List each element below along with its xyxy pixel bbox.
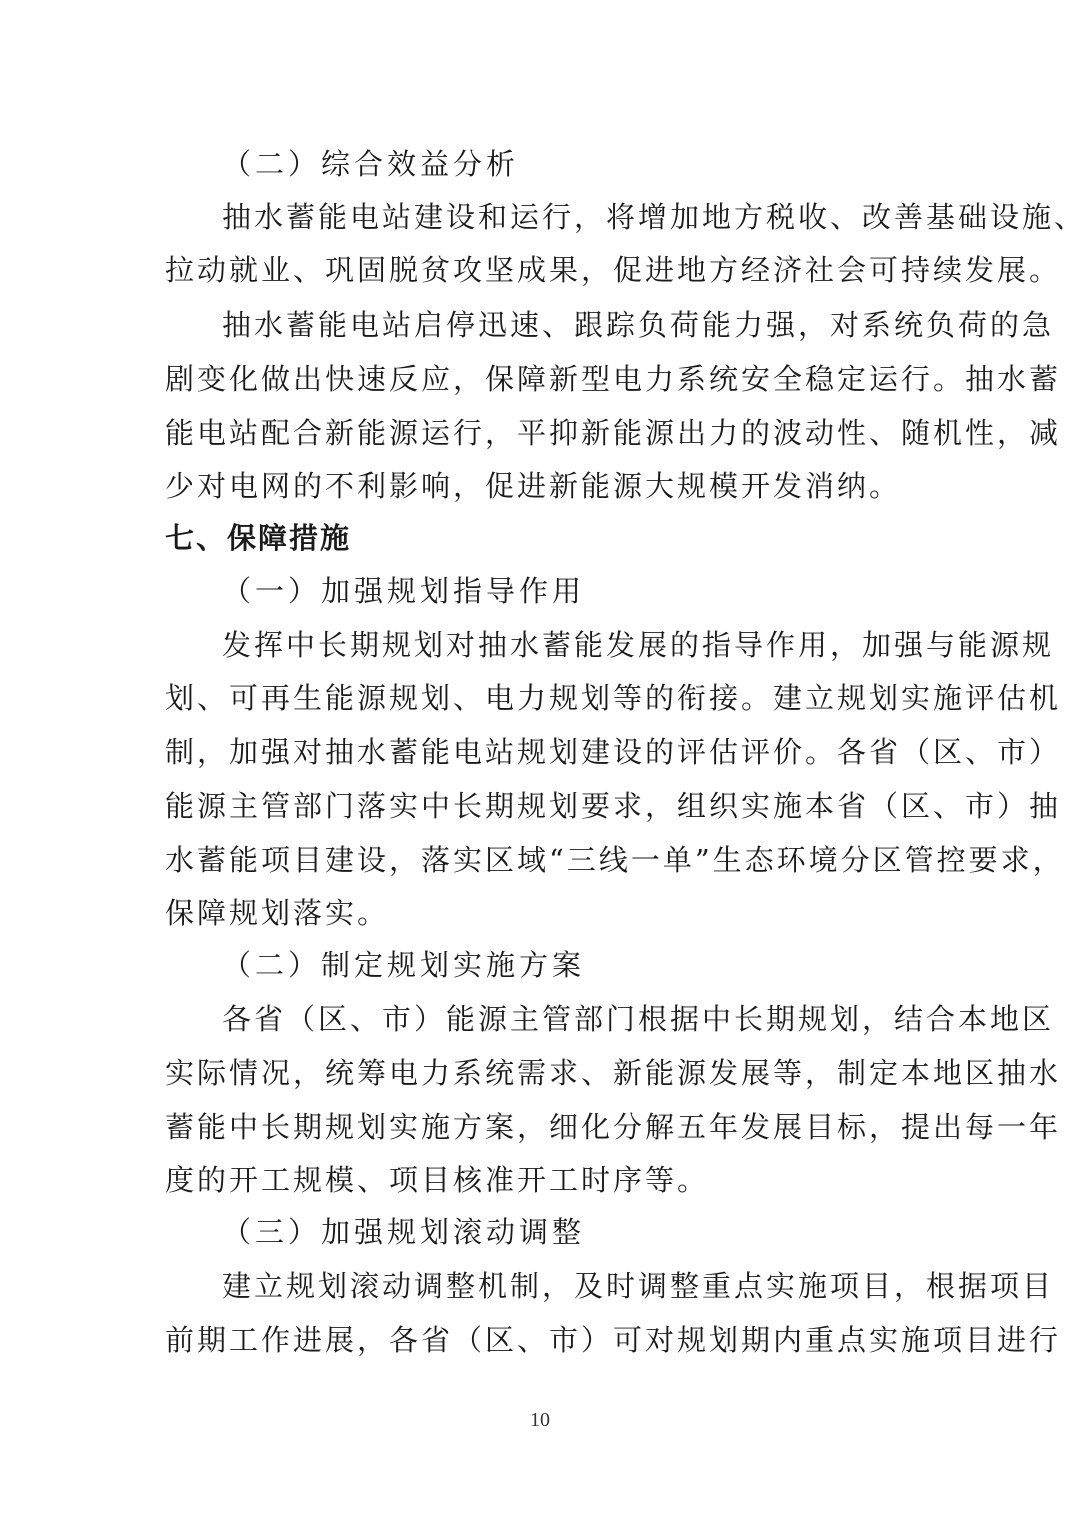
paragraph-line: 划、可再生能源规划、电力规划等的衔接。建立规划实施评估机 — [165, 681, 1062, 715]
paragraph-line: 少对电网的不利影响，促进新能源大规模开发消纳。 — [165, 469, 902, 503]
paragraph-line: 发挥中长期规划对抽水蓄能发展的指导作用，加强与能源规 — [222, 628, 1055, 662]
paragraph-line: 抽水蓄能电站建设和运行，将增加地方税收、改善基础设施、 — [222, 200, 1086, 234]
paragraph-line: 能电站配合新能源运行，平抑新能源出力的波动性、随机性，减 — [165, 416, 1062, 450]
paragraph-line: 能源主管部门落实中长期规划要求，组织实施本省（区、市）抽 — [165, 789, 1062, 823]
section-heading: 七、保障措施 — [165, 521, 352, 555]
paragraph-line: 抽水蓄能电站启停迅速、跟踪负荷能力强，对系统负荷的急 — [222, 308, 1055, 342]
paragraph-line: 水蓄能项目建设，落实区域“三线一单”生态环境分区管控要求， — [165, 843, 1065, 877]
paragraph-line: 各省（区、市）能源主管部门根据中长期规划，结合本地区 — [222, 1002, 1055, 1036]
paragraph-line: 蓄能中长期规划实施方案，细化分解五年发展目标，提出每一年 — [165, 1110, 1062, 1144]
paragraph-line: 建立规划滚动调整机制，及时调整重点实施项目，根据项目 — [222, 1269, 1055, 1303]
paragraph-line: 实际情况，统筹电力系统需求、新能源发展等，制定本地区抽水 — [165, 1056, 1062, 1090]
paragraph-line: 前期工作进展，各省（区、市）可对规划期内重点实施项目进行 — [165, 1323, 1062, 1357]
paragraph-line: 拉动就业、巩固脱贫攻坚成果，促进地方经济社会可持续发展。 — [165, 253, 1062, 287]
subsection-heading: （三）加强规划滚动调整 — [222, 1215, 586, 1249]
paragraph-line: 剧变化做出快速反应，保障新型电力系统安全稳定运行。抽水蓄 — [165, 362, 1062, 396]
paragraph-line: 制，加强对抽水蓄能电站规划建设的评估评价。各省（区、市） — [165, 735, 1062, 769]
paragraph-line: 保障规划落实。 — [165, 896, 390, 930]
subsection-heading: （二）综合效益分析 — [222, 147, 520, 181]
paragraph-line: 度的开工规模、项目核准开工时序等。 — [165, 1163, 710, 1197]
page-number: 10 — [530, 1409, 550, 1431]
subsection-heading: （二）制定规划实施方案 — [222, 948, 586, 982]
subsection-heading: （一）加强规划指导作用 — [222, 574, 586, 608]
